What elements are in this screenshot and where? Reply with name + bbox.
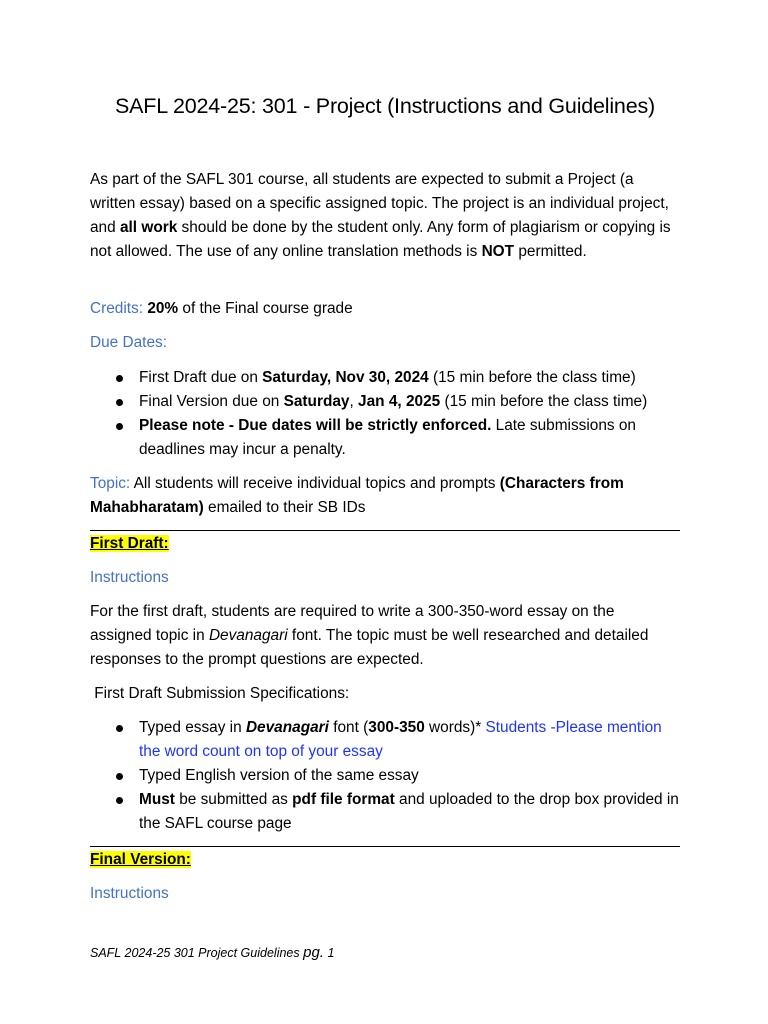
page-footer <box>90 944 334 961</box>
due-dates-label: Due Dates: <box>90 334 167 351</box>
spec3-pdf-format: pdf file format <box>292 791 395 808</box>
credits-label: Credits: <box>90 300 144 317</box>
spec3-must: Must <box>139 791 175 808</box>
footer-page-number: 1 <box>323 946 335 960</box>
spec3-text-2: and uploaded to the drop box provided in the SAFL course page <box>139 791 679 832</box>
due-item1-text: First Draft due on <box>139 369 263 386</box>
first-draft-specs-line <box>90 682 680 706</box>
due-item2-comma: , <box>349 393 359 410</box>
due-item3-text: Late submissions on deadlines may incur a penalty. <box>139 417 636 458</box>
topic-label: Topic: <box>90 475 131 492</box>
section-divider <box>90 530 680 531</box>
spec2-text: Typed English version of the same essay <box>139 767 419 784</box>
due-dates-list <box>90 366 680 462</box>
list-item <box>90 414 680 462</box>
due-item1-date: Saturday, Nov 30, 2024 <box>262 369 429 386</box>
due-item1-note: (15 min before the class time) <box>428 369 636 386</box>
first-draft-italic: Devanagari <box>208 627 288 644</box>
first-draft-paragraph <box>90 600 680 672</box>
intro-text-3: permitted. <box>514 243 587 260</box>
spec3-text-1: be submitted as <box>174 791 293 808</box>
due-item2-note: (15 min before the class time) <box>440 393 648 410</box>
topic-text-2: emailed to their SB IDs <box>203 499 366 516</box>
final-version-instructions-label: Instructions <box>90 885 169 902</box>
first-draft-specs-list <box>90 716 680 836</box>
final-version-heading: Final Version: <box>90 851 191 868</box>
final-version-instructions-line <box>90 882 680 906</box>
intro-text-2: should be done by the student only. Any form of plagiarism or copying is not allowed. The use of any online translation methods is <box>90 219 671 260</box>
list-item <box>90 390 680 414</box>
credits-text: of the Final course grade <box>178 300 353 317</box>
spec1-word-range: 300-350 <box>368 719 425 736</box>
list-item <box>90 716 680 764</box>
spec1-word-count-note: Students -Please mention the word count on top of your essay <box>139 719 662 760</box>
due-item2-date: Jan 4, 2025 <box>358 393 441 410</box>
credits-value: 20% <box>147 300 179 317</box>
intro-bold-all-work: all work <box>119 219 178 236</box>
first-draft-specs-label: First Draft Submission Specifications: <box>90 685 350 702</box>
first-draft-instructions-line <box>90 566 680 590</box>
list-item <box>90 788 680 836</box>
intro-text-1: As part of the SAFL 301 course, all students are expected to submit a Project (a written essay) based on a specific assigned topic. The project is an individual project, and <box>90 171 669 236</box>
intro-bold-not: NOT <box>481 243 515 260</box>
intro-paragraph <box>90 168 680 264</box>
topic-bold: (Characters from Mahabharatam) <box>90 475 624 516</box>
spec1-text-3: words)* <box>424 719 486 736</box>
first-draft-heading-line <box>90 532 680 556</box>
footer-text: SAFL 2024-25 301 Project Guidelines <box>90 946 304 960</box>
footer-pg: pg. <box>303 944 324 961</box>
first-draft-heading: First Draft: <box>90 535 169 552</box>
credits-line <box>90 297 680 321</box>
spec1-text-2: font ( <box>328 719 369 736</box>
first-draft-text-1: For the first draft, students are required to write a 300-350-word essay on the assigned topic in <box>90 603 615 644</box>
list-item <box>90 764 680 788</box>
first-draft-instructions-label: Instructions <box>90 569 169 586</box>
due-dates-label-line <box>90 331 680 355</box>
topic-text-1: All students will receive individual topics and prompts <box>130 475 500 492</box>
list-item <box>90 366 680 390</box>
final-version-heading-line <box>90 848 680 872</box>
spec1-devanagari: Devanagari <box>245 719 329 736</box>
spec1-text-1: Typed essay in <box>139 719 246 736</box>
due-item3-warning: Please note - Due dates will be strictly enforced. <box>139 417 492 434</box>
due-item2-text: Final Version due on <box>139 393 284 410</box>
due-item2-day: Saturday <box>283 393 350 410</box>
section-divider <box>90 846 680 847</box>
page-title: SAFL 2024-25: 301 - Project (Instructions and Guidelines) <box>115 94 655 118</box>
topic-paragraph <box>90 472 680 520</box>
first-draft-text-2: font. The topic must be well researched and detailed responses to the prompt questions are expected. <box>90 627 649 668</box>
